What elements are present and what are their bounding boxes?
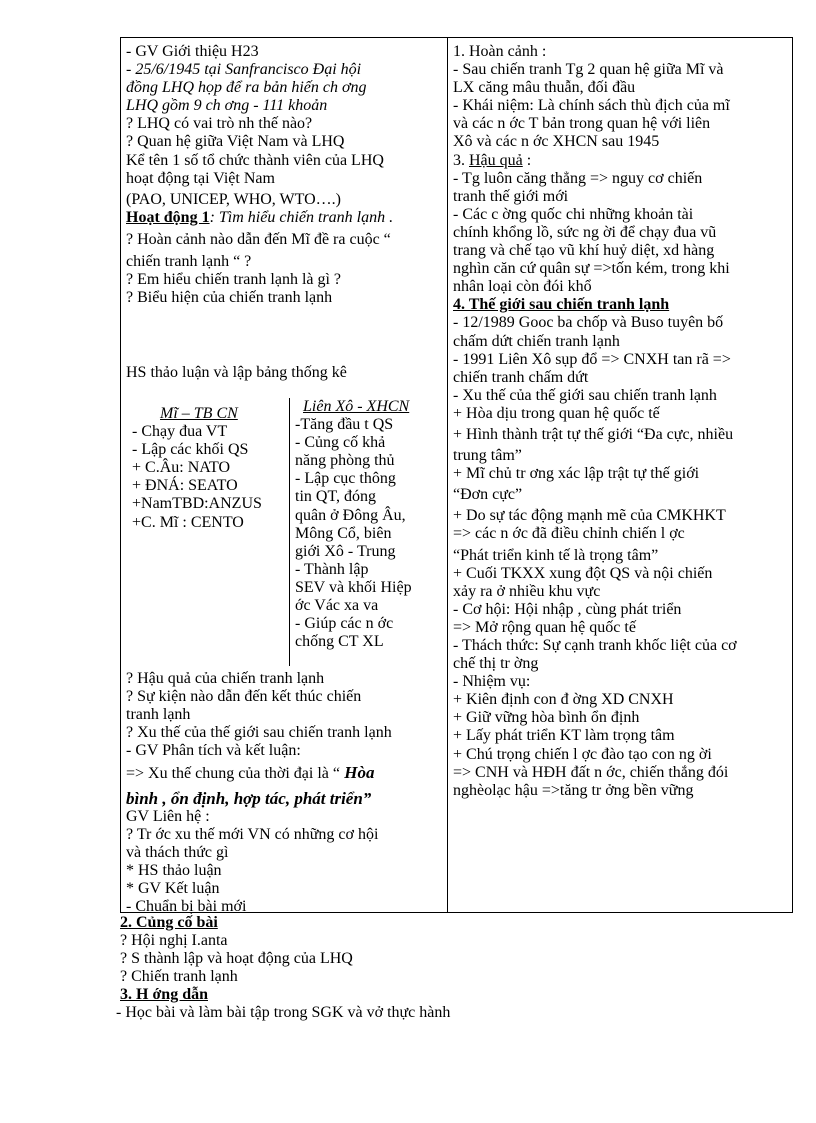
trend-bold: Hòa [340,763,375,783]
text-line: trang và chế tạo vũ khí huỷ diệt, xd hàng [453,242,715,260]
text-line: - 1991 Liên Xô sụp đổ => CNXH tan rã => [453,350,731,368]
text-line: => CNH và HĐH đất n ớc, chiến thắng đói [453,763,729,781]
right-column [453,43,791,800]
text-line: + Cuối TKXX xung đột QS và nội chiến [453,564,713,582]
text-line: ớc Vác xa va [295,597,379,615]
left-column-lower [126,670,444,916]
activity-label: Hoạt động 1 [126,208,210,226]
text-line: tranh thế giới mới [453,187,569,205]
text-line: + Hình thành trật tự thế giới “Đa cực, nhiều [453,425,734,443]
subtable-left [132,405,290,532]
text-line: + Hòa dịu trong quan hệ quốc tế [453,404,660,422]
text-line: chấm dứt chiến tranh lạnh [453,332,620,350]
text-line: “Phát triển kinh tế là trọng tâm” [453,546,659,564]
text-line: - 12/1989 Gooc ba chốp và Buso tuyên bố [453,314,724,332]
text-line: (PAO, UNICEP, WHO, WTO….) [126,190,341,208]
subtable-right [295,398,445,651]
text-line: - Học bài và làm bài tập trong SGK và vở thực hành [116,1004,451,1022]
text-line: ? LHQ có vai trò nh thế nào? [126,115,313,133]
text-line: quân ở Đông Âu, [295,506,406,524]
heading-guidance: 3. H ớng dẫn [120,986,208,1004]
text-line: => Mở rộng quan hệ quốc tế [453,618,636,636]
text-line: + Giữ vững hòa bình ổn định [453,709,640,727]
text-line: nghèolạc hậu =>tăng tr ởng bền vững [453,781,694,799]
column-divider [447,37,448,913]
text-line: GV Liên hệ : [126,807,210,825]
text-line: + C.Âu: NATO [132,459,231,477]
subtable-right-header: Liên Xô - XHCN [303,398,410,415]
text-line: và thách thức gì [126,843,229,861]
heading-colon: : [522,151,532,169]
text-line: - Khái niệm: Là chính sách thù địch của mĩ [453,97,730,115]
text-line: ? Sự kiện nào dẫn đến kết thúc chiến [126,688,362,706]
text-line: - Lập các khối QS [132,441,249,459]
text-line: ? S thành lập và hoạt động của LHQ [120,950,353,968]
text-line: chế thị tr ờng [453,655,539,673]
text-line: - GV Giới thiệu H23 [126,43,259,60]
text-line: đồng LHQ họp để ra bản hiến ch ơng [126,79,367,97]
text-line: - 25/6/1945 tại Sanfrancisco Đại hội [126,61,362,79]
text-line: - Chuẩn bị bài mới [126,898,247,916]
text-line: * HS thảo luận [126,861,222,879]
heading-consolidation: 2. Củng cố bài [120,914,218,931]
text-line: chống CT XL [295,633,384,651]
text-line: - Nhiệm vụ: [453,673,531,691]
text-line: xảy ra ở nhiều khu vực [453,582,601,600]
text-line: ? Xu thế của thế giới sau chiến tranh lạnh [126,724,392,742]
bottom-section [116,914,800,1023]
text-line: ? Hoàn cảnh nào dẫn đến Mĩ đề ra cuộc “ [126,230,391,248]
text-line: hoạt động tại Việt Nam [126,169,275,187]
trend-prefix: => Xu thế chung của thời đại là “ [126,765,340,783]
left-column [126,43,444,307]
text-line: - Sau chiến tranh Tg 2 quan hệ giữa Mĩ và [453,61,724,79]
text-line: LHQ gồm 9 ch ơng - 111 khoản [126,97,328,115]
text-line: năng phòng thủ [295,452,395,470]
text-line: HS thảo luận và lập bảng thống kê [126,364,347,381]
text-line: - Giúp các n ớc [295,615,394,633]
text-line: + ĐNÁ: SEATO [132,477,238,495]
text-line: Mông Cổ, biên [295,524,392,542]
text-line: “Đơn cực” [453,486,523,504]
text-line: - Thành lập [295,560,369,578]
trend-bold-line: bình , ổn định, hợp tác, phát triển” [126,788,372,808]
discussion-line [126,364,347,382]
activity-title: : Tìm hiểu chiến tranh lạnh . [209,208,394,226]
text-line: giới Xô - Trung [295,542,396,560]
text-line: + Kiên định con đ ờng XD CNXH [453,691,674,709]
text-line: => các n ớc đã điều chỉnh chiến l ợc [453,525,685,543]
text-line: nhân loại còn đói khổ [453,278,592,296]
text-line: ? Biểu hiện của chiến tranh lạnh [126,289,333,307]
text-line: - Tg luôn căng thẳng => nguy cơ chiến [453,169,703,187]
text-line: nghìn căn cứ quân sự =>tốn kém, trong khi [453,260,730,278]
text-line: +NamTBD:ANZUS [132,495,262,513]
text-line: + Chú trọng chiến l ợc đào tạo con ng ời [453,745,712,763]
text-line: ? Quan hệ giữa Việt Nam và LHQ [126,133,345,151]
text-line: chính khổng lồ, sức ng ời để chạy đua vũ [453,223,717,241]
text-line: ? Chiến tranh lạnh [120,968,238,986]
text-line: - Chạy đua VT [132,423,228,441]
text-line: và các n ớc T bản trong quan hệ với liên [453,115,711,133]
text-line: -Tăng đầu t QS [295,416,394,434]
text-line: tranh lạnh [126,706,191,724]
text-line: Xô và các n ớc XHCN sau 1945 [453,133,660,151]
text-line: Kể tên 1 số tổ chức thành viên của LHQ [126,151,384,169]
heading-consequences [453,152,791,170]
text-line: SEV và khối Hiệp [295,578,412,596]
activity-heading [126,209,444,227]
text-line: ? Tr ớc xu thế mới VN có những cơ hội [126,825,379,843]
heading-number: 3. [453,151,469,169]
trend-line [126,764,444,783]
text-line: 1. Hoàn cảnh : [453,43,547,60]
text-line: - Thách thức: Sự cạnh tranh khốc liệt của cơ [453,637,737,654]
text-line: +C. Mĩ : CENTO [132,513,244,531]
text-line: - GV Phân tích và kết luận: [126,742,301,760]
text-line: - Củng cố khả [295,434,386,452]
text-line: - Cơ hội: Hội nhập , cùng phát triển [453,600,682,618]
text-line: - Các c ờng quốc chi những khoản tài [453,205,694,223]
text-line: + Do sự tác động mạnh mẽ của CMKHKT [453,507,726,525]
text-line: + Lấy phát triển KT làm trọng tâm [453,727,675,745]
text-line: ? Em hiểu chiến tranh lạnh là gì ? [126,271,342,289]
text-line: tin QT, đóng [295,488,377,506]
text-line: - Lập cục thông [295,470,396,488]
text-line: chiến tranh lạnh “ ? [126,253,252,271]
text-line: ? Hậu quả của chiến tranh lạnh [126,670,325,687]
text-line: LX căng mâu thuẫn, đối đầu [453,79,636,97]
text-line: trung tâm” [453,447,522,465]
text-line: - Xu thế của thế giới sau chiến tranh lạnh [453,386,717,404]
heading-post-cold-war: 4. Thế giới sau chiến tranh lạnh [453,296,670,314]
text-line: chiến tranh chấm dứt [453,368,589,386]
text-line: + Mĩ chủ tr ơng xác lập trật tự thế giới [453,465,700,483]
text-line: ? Hội nghị I.anta [120,932,228,950]
heading-text: Hậu quả [469,151,523,169]
subtable-left-header: Mĩ – TB CN [160,405,238,422]
text-line: * GV Kết luận [126,880,220,898]
